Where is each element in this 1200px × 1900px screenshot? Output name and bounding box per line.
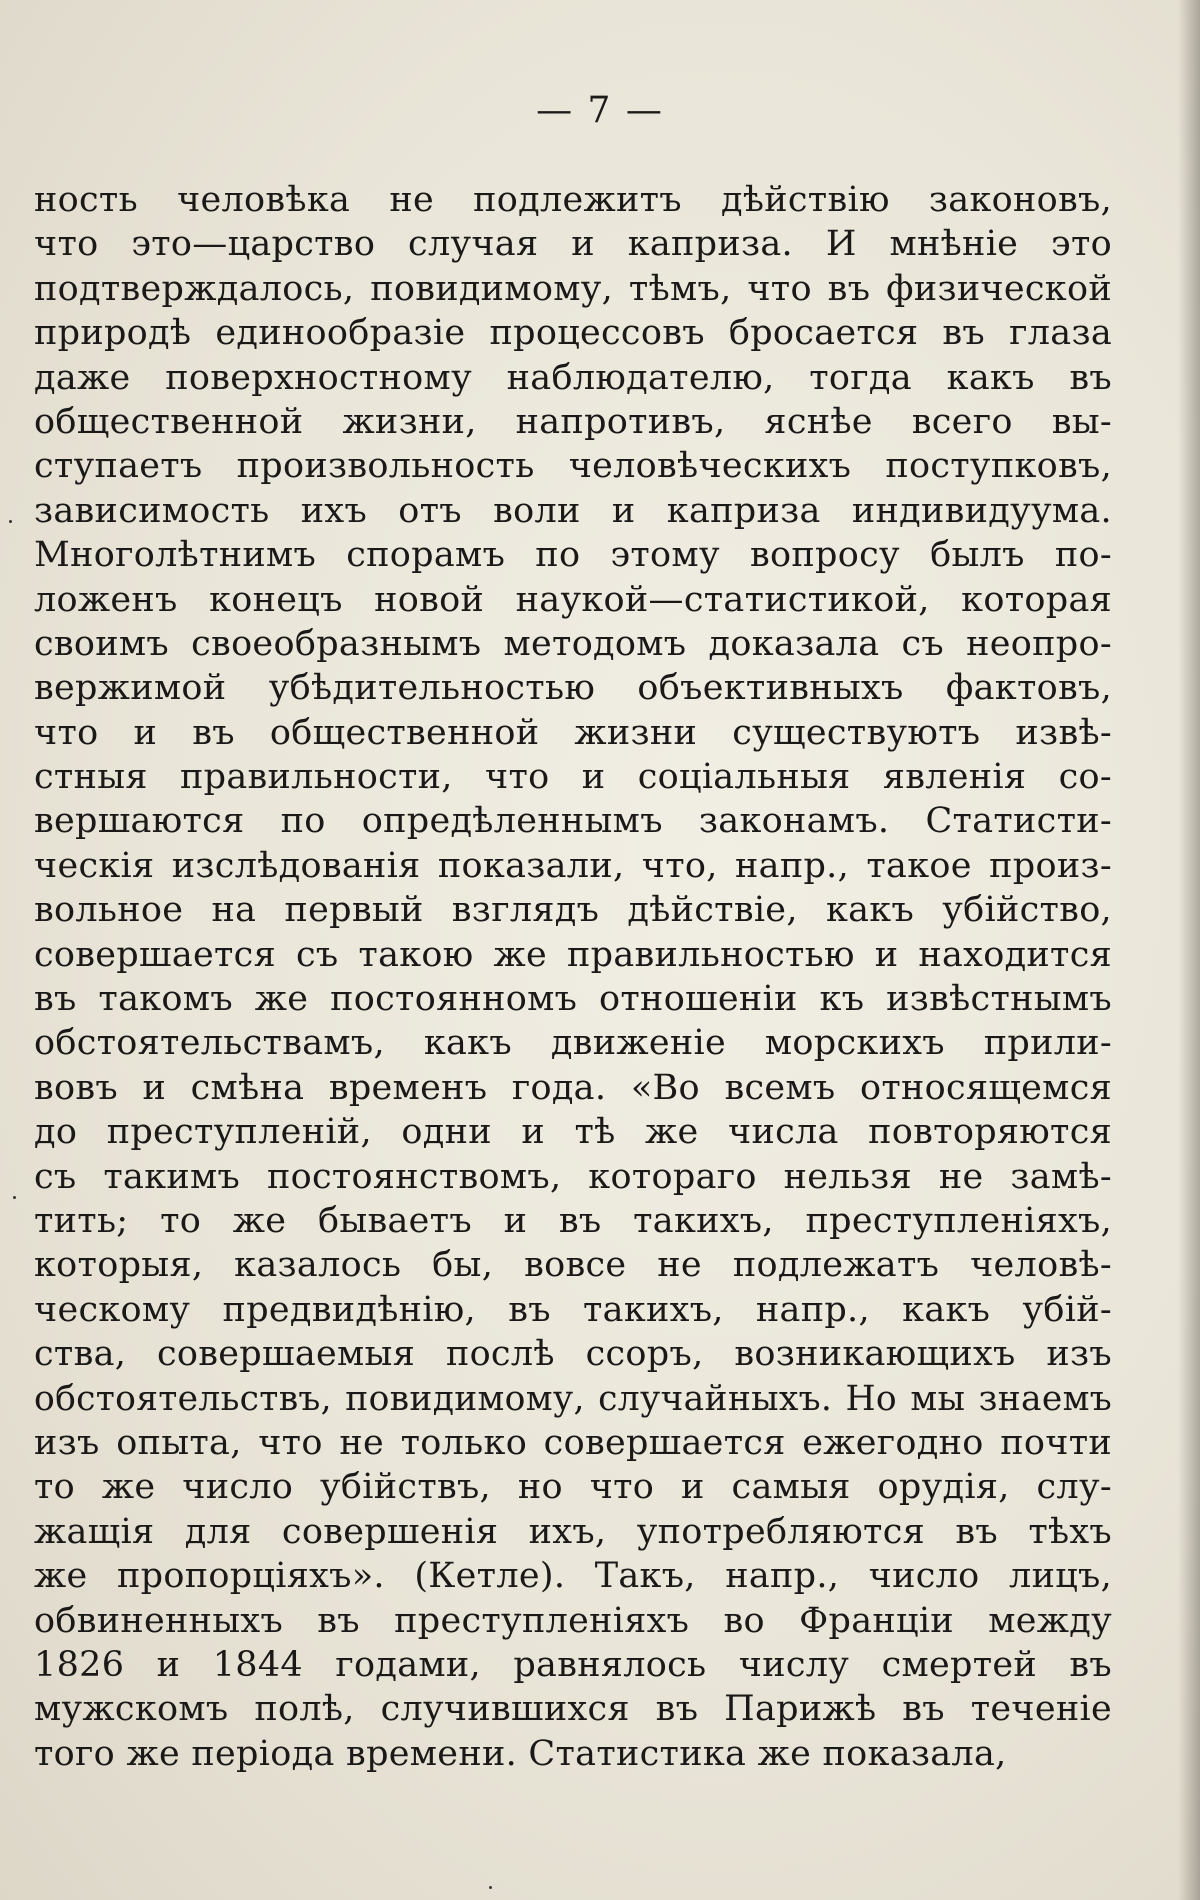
print-speck <box>489 1886 492 1889</box>
text-line: ность человѣка не подлежитъ дѣйствію законовъ, <box>34 180 1112 220</box>
text-line: изъ опыта, что не только совершается ежегодно почти <box>34 1422 1112 1463</box>
text-line: же пропорціяхъ». (Кетле). Такъ, напр., число лицъ, <box>34 1556 1112 1597</box>
text-line: совершается съ такою же правильностью и находится <box>34 934 1112 975</box>
text-line: то же число убійствъ, но что и самыя орудія, слу- <box>34 1467 1112 1508</box>
text-line: природѣ единообразіе процессовъ бросается въ глаза <box>34 313 1112 354</box>
text-line: что это—царство случая и каприза. И мнѣніе это <box>34 224 1112 265</box>
text-line: стныя правильности, что и соціальныя явленія со- <box>34 757 1112 798</box>
text-line: жащія для совершенія ихъ, употребляются въ тѣхъ <box>34 1511 1112 1552</box>
text-line: вержимой убѣдительностью объективныхъ фактовъ, <box>34 668 1112 709</box>
text-line: что и въ общественной жизни существуютъ извѣ- <box>34 712 1112 753</box>
text-line: ложенъ конецъ новой наукой—статистикой, которая <box>34 579 1112 620</box>
text-line: даже поверхностному наблюдателю, тогда какъ въ <box>34 357 1112 398</box>
text-line: вершаются по опредѣленнымъ законамъ. Статисти- <box>34 801 1112 842</box>
text-line: вольное на первый взглядъ дѣйствіе, какъ убійство, <box>34 890 1112 931</box>
page-number: — 7 — <box>536 90 664 131</box>
print-speck <box>9 520 12 523</box>
text-line: зависимость ихъ отъ воли и каприза индивидуума. <box>34 490 1112 531</box>
print-speck <box>13 1196 16 1199</box>
text-line: общественной жизни, напротивъ, яснѣе всего вы- <box>34 401 1112 442</box>
text-line: обстоятельствамъ, какъ движеніе морскихъ прили- <box>34 1023 1112 1064</box>
text-line: вовъ и смѣна временъ года. «Во всемъ относящемся <box>34 1067 1112 1108</box>
text-line: ступаетъ произвольность человѣческихъ поступковъ, <box>34 446 1112 487</box>
text-line: ства, совершаемыя послѣ ссоръ, возникающихъ изъ <box>34 1334 1112 1375</box>
text-line: того же періода времени. Статистика же показала, <box>34 1733 1007 1774</box>
text-line: подтверждалось, повидимому, тѣмъ, что въ физической <box>34 268 1112 309</box>
text-line: Многолѣтнимъ спорамъ по этому вопросу былъ по- <box>34 535 1112 576</box>
text-line: обвиненныхъ въ преступленіяхъ во Франціи между <box>34 1600 1112 1641</box>
text-line: ческія изслѣдованія показали, что, напр., такое произ- <box>34 845 1112 886</box>
text-line: ческому предвидѣнію, въ такихъ, напр., какъ убій- <box>34 1289 1112 1330</box>
text-line: въ такомъ же постоянномъ отношеніи къ извѣстнымъ <box>34 979 1112 1020</box>
text-line: обстоятельствъ, повидимому, случайныхъ. Но мы знаемъ <box>34 1378 1112 1419</box>
text-line: мужскомъ полѣ, случившихся въ Парижѣ въ теченіе <box>34 1689 1112 1730</box>
text-line: своимъ своеобразнымъ методомъ доказала съ неопро- <box>34 623 1112 664</box>
text-line: которыя, казалось бы, вовсе не подлежатъ человѣ- <box>34 1245 1112 1286</box>
body-text <box>34 178 1112 1776</box>
page-edge-shadow <box>1178 0 1200 1900</box>
text-line: съ такимъ постоянствомъ, котораго нельзя не замѣ- <box>34 1156 1112 1197</box>
text-line: до преступленій, одни и тѣ же числа повторяются <box>34 1112 1112 1153</box>
text-line: тить; то же бываетъ и въ такихъ, преступленіяхъ, <box>34 1200 1112 1241</box>
text-line: 1826 и 1844 годами, равнялось числу смертей въ <box>34 1644 1112 1685</box>
